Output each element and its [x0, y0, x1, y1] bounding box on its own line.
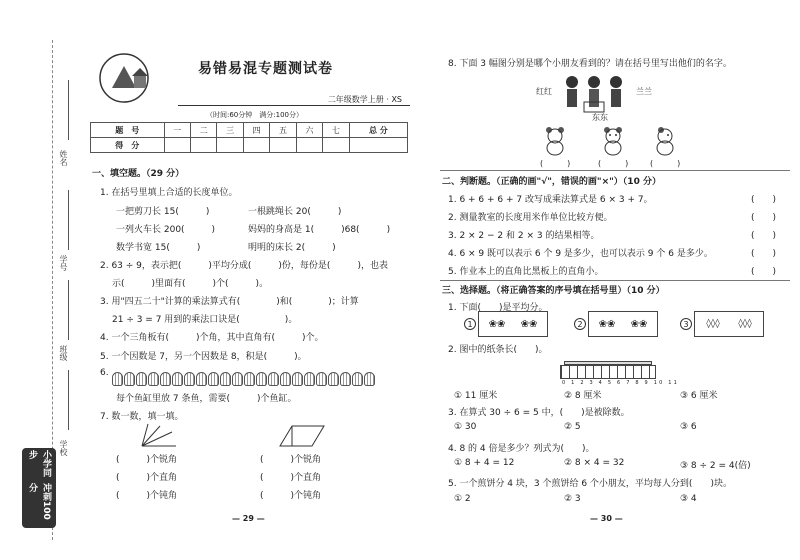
choice-5-option-b[interactable]: ② 3: [564, 494, 581, 504]
page-number-left: — 29 —: [232, 514, 265, 523]
option-b-figure: [588, 311, 658, 337]
choice-1-option-a[interactable]: 1: [464, 318, 476, 330]
right-page: [440, 0, 790, 560]
score-header-cell: 六: [296, 123, 322, 138]
fish-icon: [148, 372, 159, 386]
title-rule: [178, 105, 410, 106]
section-choice-heading: 三、选择题。（将正确答案的序号填在括号里）（10 分）: [442, 286, 665, 296]
question-8: 8. 下面 3 幅图分别是哪个小朋友看到的？请在括号里写出他们的名字。: [448, 59, 732, 69]
choice-3-option-b[interactable]: ② 5: [564, 422, 581, 432]
fish-icon: [256, 372, 267, 386]
score-cell[interactable]: [217, 138, 243, 153]
score-cell[interactable]: [243, 138, 269, 153]
judge-4-answer[interactable]: ( ): [750, 249, 776, 259]
score-cell[interactable]: [190, 138, 216, 153]
choice-1-option-c[interactable]: 3: [680, 318, 692, 330]
left-page: [88, 0, 410, 560]
choice-2-option-b[interactable]: ② 8 厘米: [564, 391, 602, 401]
choice-3-option-a[interactable]: ① 30: [454, 422, 477, 432]
child-name-honghong: 红红: [536, 87, 552, 96]
stamp-line-1: 小学同步: [27, 450, 51, 477]
judge-1-answer[interactable]: ( ): [750, 195, 776, 205]
question-6-text[interactable]: 每个鱼缸里放 7 条鱼，需要( )个鱼缸。: [116, 394, 297, 404]
brand-stamp: [22, 448, 56, 528]
score-cell[interactable]: [164, 138, 190, 153]
divider: [440, 170, 790, 171]
question-7-obtuse-2[interactable]: ( )个钝角: [260, 491, 322, 501]
question-2-line1[interactable]: 2. 63 ÷ 9，表示把( )平均分成( )份，每份是( )，也表: [100, 261, 388, 271]
parallelogram-icon: [278, 424, 326, 448]
score-cell[interactable]: [323, 138, 349, 153]
fish-icon: [244, 372, 255, 386]
fish-icon: [124, 372, 135, 386]
option-a-figure: [478, 311, 548, 337]
judge-5-answer[interactable]: ( ): [750, 267, 776, 277]
fish-group-icon: ❀❀: [520, 318, 538, 330]
choice-1-option-b[interactable]: 2: [574, 318, 586, 330]
fish-icon: [112, 372, 123, 386]
question-1a[interactable]: 一把剪刀长 15( ): [116, 207, 210, 217]
score-cell[interactable]: [296, 138, 322, 153]
choice-4-option-c[interactable]: ③ 8 ÷ 2 = 4(倍): [680, 461, 751, 471]
judge-4: 4. 6 × 9 既可以表示 6 个 9 是多少，也可以表示 9 个 6 是多少。: [448, 249, 713, 259]
fish-icon: [208, 372, 219, 386]
name-label: 姓名: [59, 150, 68, 166]
fish-icon: [136, 372, 147, 386]
id-line[interactable]: [68, 190, 69, 250]
question-3-line1[interactable]: 3. 用"四五二十"计算的乘法算式有( )和( )；计算: [100, 297, 359, 307]
score-header-cell: 总 分: [349, 123, 407, 138]
question-7: 7. 数一数，填一填。: [100, 412, 184, 422]
question-7-obtuse-1[interactable]: ( )个钝角: [116, 491, 178, 501]
choice-5-option-c[interactable]: ③ 4: [680, 494, 697, 504]
stamp-line-2: 冲刺100分: [27, 483, 51, 521]
q8-blank-2[interactable]: ( ): [598, 159, 629, 168]
fish-icon: [364, 372, 375, 386]
logo-icon: [94, 48, 160, 104]
class-line[interactable]: [68, 280, 69, 340]
fish-icon: [172, 372, 183, 386]
score-table-score-row: [91, 138, 408, 153]
question-3-line2[interactable]: 21 ÷ 3 = 7 用到的乘法口诀是( )。: [112, 315, 298, 325]
fish-icon: [196, 372, 207, 386]
fish-icon: [352, 372, 363, 386]
choice-1[interactable]: 1. 下面( )是平均分。: [448, 303, 548, 313]
child-name-dongdong: 东东: [592, 113, 608, 122]
grade-subtitle: 二年级数学上册 · XS: [327, 95, 402, 104]
page-number-right: — 30 —: [590, 514, 623, 523]
choice-2-option-c[interactable]: ③ 6 厘米: [680, 391, 718, 401]
school-label: 学校: [59, 440, 68, 456]
score-table-header-row: [91, 123, 408, 138]
time-info: （时间:60分钟 满分:100分）: [206, 111, 303, 119]
choice-4-option-b[interactable]: ② 8 × 4 = 32: [564, 458, 625, 468]
score-row-label: 得 分: [91, 138, 165, 153]
score-cell[interactable]: [349, 138, 407, 153]
question-1: 1. 在括号里填上合适的长度单位。: [100, 188, 238, 198]
score-header-cell: 三: [217, 123, 243, 138]
question-2-line2[interactable]: 示( )里面有( )个( )。: [112, 279, 269, 289]
q8-blank-3[interactable]: ( ): [650, 159, 681, 168]
q8-blank-1[interactable]: ( ): [540, 159, 571, 168]
drop-group-icon: ◊◊◊: [706, 319, 720, 329]
choice-4-option-a[interactable]: ① 8 + 4 = 12: [454, 458, 515, 468]
fish-group-icon: ❀❀: [598, 318, 616, 330]
score-header-cell: 题 号: [91, 123, 165, 138]
judge-3: 3. 2 × 2 − 2 和 2 × 3 的结果相等。: [448, 231, 600, 241]
child-name-lanlan: 兰兰: [636, 87, 652, 96]
section-fill-blank-heading: 一、填空题。（29 分）: [92, 169, 185, 179]
score-header-cell: 四: [243, 123, 269, 138]
divider: [440, 280, 790, 281]
fish-icon: [232, 372, 243, 386]
bear-view-1-icon: [544, 126, 566, 156]
fish-icon: [160, 372, 171, 386]
question-7-right-2[interactable]: ( )个直角: [260, 473, 322, 483]
ruler-ticks: 0 1 2 3 4 5 6 7 8 9 10 11: [562, 380, 680, 386]
id-label: 学号: [59, 255, 68, 271]
question-1d[interactable]: 妈妈的身高是 1( )68( ): [248, 225, 391, 235]
angles-fan-icon: [138, 422, 178, 448]
question-7-acute-1[interactable]: ( )个锐角: [116, 455, 178, 465]
fish-icon: [292, 372, 303, 386]
question-6-number: 6.: [100, 368, 109, 378]
option-c-figure: [694, 311, 764, 337]
score-header-cell: 七: [323, 123, 349, 138]
judge-2-answer[interactable]: ( ): [750, 213, 776, 223]
fish-icon: [316, 372, 327, 386]
score-cell[interactable]: [270, 138, 296, 153]
judge-5: 5. 作业本上的直角比黑板上的直角小。: [448, 267, 604, 277]
question-1b[interactable]: 一根跳绳长 20( ): [248, 207, 342, 217]
question-1e[interactable]: 数学书宽 15( ): [116, 243, 201, 253]
choice-5[interactable]: 5. 一个煎饼分 4 块，3 个煎饼给 6 个小朋友，平均每人分到( )块。: [448, 479, 732, 489]
choice-3[interactable]: 3. 在算式 30 ÷ 6 = 5 中，( )是被除数。: [448, 408, 630, 418]
name-line[interactable]: [68, 80, 69, 140]
ruler: [560, 365, 656, 379]
fish-icon: [304, 372, 315, 386]
choice-2[interactable]: 2. 图中的纸条长( )。: [448, 345, 548, 355]
fish-icon: [184, 372, 195, 386]
section-judge-heading: 二、判断题。（正确的画"√"，错误的画"×"）（10 分）: [442, 177, 661, 187]
drop-group-icon: ◊◊◊: [738, 319, 752, 329]
question-7-right-1[interactable]: ( )个直角: [116, 473, 178, 483]
score-table: [90, 122, 408, 153]
fish-group-icon: ❀❀: [630, 318, 648, 330]
judge-1: 1. 6 + 6 + 6 + 7 改写成乘法算式是 6 × 3 + 7。: [448, 195, 653, 205]
judge-3-answer[interactable]: ( ): [750, 231, 776, 241]
judge-2: 2. 测量教室的长度用米作单位比较方便。: [448, 213, 613, 223]
choice-3-option-c[interactable]: ③ 6: [680, 422, 697, 432]
fish-row: [112, 372, 375, 386]
question-1c[interactable]: 一列火车长 200( ): [116, 225, 216, 235]
choice-2-option-a[interactable]: ① 11 厘米: [454, 391, 498, 401]
fish-icon: [340, 372, 351, 386]
choice-5-option-a[interactable]: ① 2: [454, 494, 471, 504]
score-header-cell: 一: [164, 123, 190, 138]
score-header-cell: 二: [190, 123, 216, 138]
fish-icon: [328, 372, 339, 386]
fish-icon: [280, 372, 291, 386]
class-label: 班级: [59, 345, 68, 361]
fish-group-icon: ❀❀: [488, 318, 506, 330]
fish-icon: [268, 372, 279, 386]
question-4[interactable]: 4. 一个三角板有( )个角，其中直角有( )个。: [100, 333, 324, 343]
question-7-acute-2[interactable]: ( )个锐角: [260, 455, 322, 465]
bear-view-2-icon: [602, 126, 624, 156]
fish-icon: [220, 372, 231, 386]
school-line[interactable]: [68, 370, 69, 430]
bear-view-3-icon: [654, 126, 676, 156]
question-5[interactable]: 5. 一个因数是 7，另一个因数是 8，积是( )。: [100, 352, 307, 362]
page-title: 易错易混专题测试卷: [198, 61, 333, 77]
score-header-cell: 五: [270, 123, 296, 138]
choice-4[interactable]: 4. 8 的 4 倍是多少？列式为( )。: [448, 444, 595, 454]
question-1f[interactable]: 明明的床长 2( ): [248, 243, 336, 253]
